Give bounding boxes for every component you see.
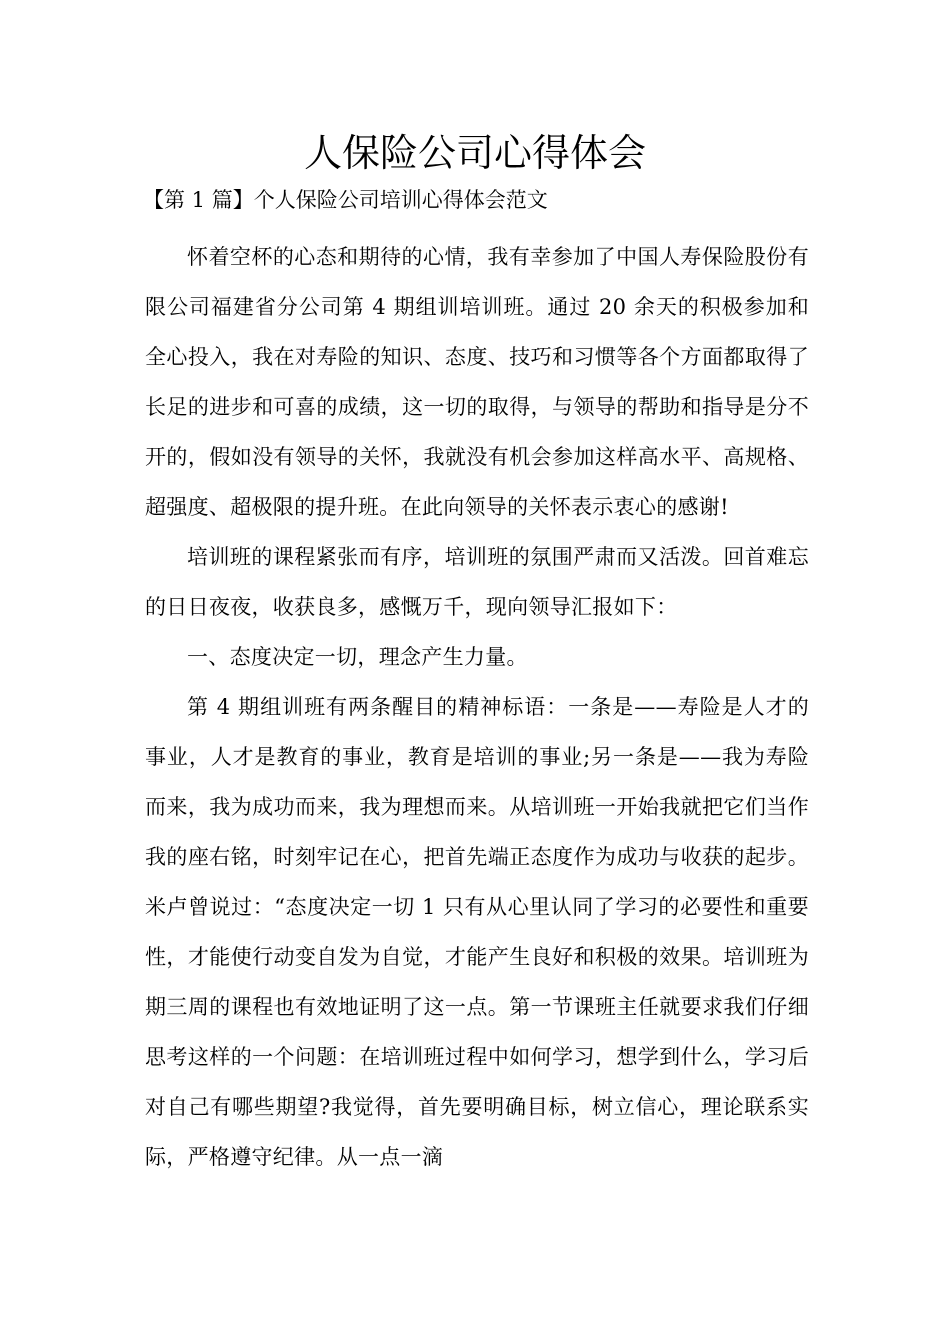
paragraph: 怀着空杯的心态和期待的心情，我有幸参加了中国人寿保险股份有限公司福建省分公司第 4 期组训培训班。通过 20 余天的积极参加和全心投入，我在对寿险的知识、态度、技巧和习惯等各个方面都取得了长足的进步和可喜的成绩，这一切的取得，与领导的帮助和指导是分不开的，假如没有领导的关怀，我就没有机会参加这样高水平、高规格、超强度、超极限的提升班。在此向领导的关怀表示衷心的感谢! <box>145 245 809 519</box>
paragraph: 培训班的课程紧张而有序，培训班的氛围严肃而又活泼。回首难忘的日日夜夜，收获良多，感慨万千，现向领导汇报如下： <box>145 545 809 619</box>
article-heading: 【第 1 篇】个人保险公司培训心得体会范文 <box>143 188 548 212</box>
document-title: 人保险公司心得体会 <box>303 131 646 175</box>
section-heading: 一、态度决定一切，理念产生力量。 <box>187 645 528 669</box>
paragraph: 第 4 期组训班有两条醒目的精神标语：一条是——寿险是人才的事业，人才是教育的事业，教育是培训的事业;另一条是——我为寿险而来，我为成功而来，我为理想而来。从培训班一开始我就把它们当作我的座右铭，时刻牢记在心，把首先端正态度作为成功与收获的起步。米卢曾说过：“态度决定一切 1 只有从心里认同了学习的必要性和重要性，才能使行动变自发为自觉，才能产生良好和积极的效果。培训班为期三周的课程也有效地证明了这一点。第一节课班主任就要求我们仔细思考这样的一个问题：在培训班过程中如何学习，想学到什么，学习后对自己有哪些期望?我觉得，首先要明确目标，树立信心，理论联系实际，严格遵守纪律。从一点一滴 <box>145 695 809 1169</box>
article-body <box>145 232 809 1182</box>
